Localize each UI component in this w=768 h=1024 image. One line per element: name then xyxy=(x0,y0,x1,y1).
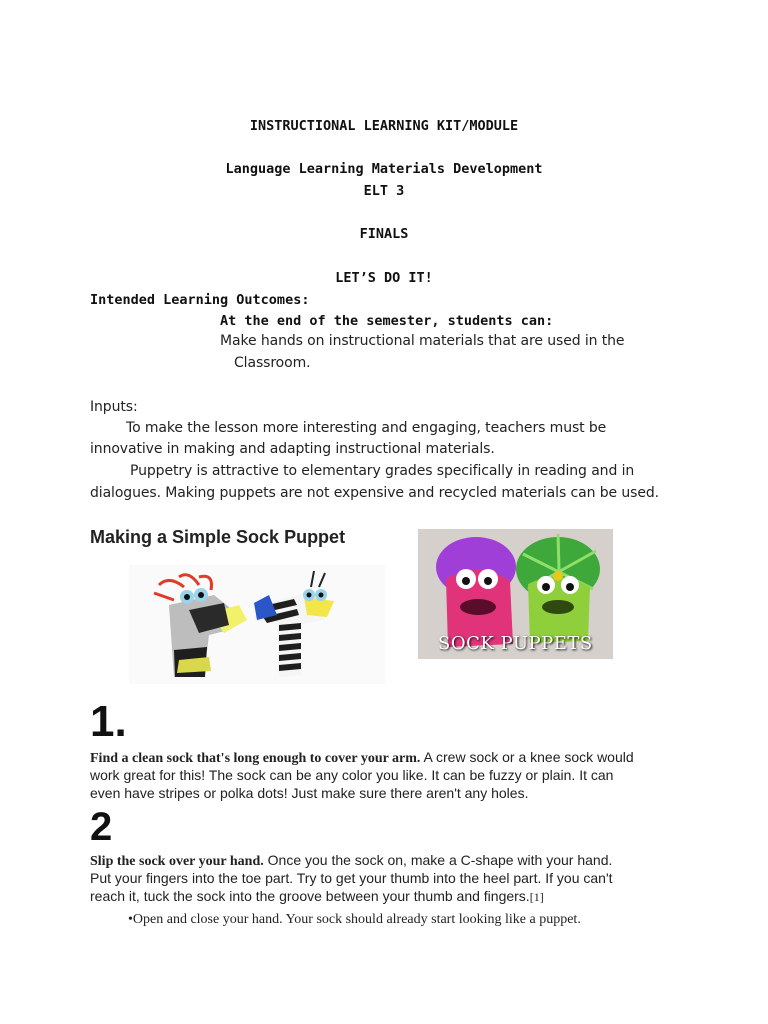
step-2-bullet xyxy=(128,912,581,928)
step-1-line1-rest: A crew sock or a knee sock would xyxy=(420,749,634,765)
citation-link[interactable]: [1] xyxy=(529,890,544,904)
section-title: Making a Simple Sock Puppet xyxy=(90,527,346,547)
step-2-line3 xyxy=(90,888,544,905)
outcomes-heading: Intended Learning Outcomes: xyxy=(90,292,310,308)
inputs-p2-line1: Puppetry is attractive to elementary grades specifically in reading and in xyxy=(130,463,635,479)
outcomes-lead: At the end of the semester, students can: xyxy=(220,313,554,329)
inputs-heading: Inputs: xyxy=(90,399,138,415)
module-title: INSTRUCTIONAL LEARNING KIT/MODULE xyxy=(249,118,519,134)
inputs-p2-line2: dialogues. Making puppets are not expensive and recycled materials can be used. xyxy=(90,485,659,501)
term-label: FINALS xyxy=(359,226,409,242)
sock-puppets-photo xyxy=(129,565,385,684)
bullet-icon: • xyxy=(128,912,133,927)
sock-puppets-banner xyxy=(418,529,613,659)
step-2-line2: Put your fingers into the toe part. Try to get your thumb into the heel part. If you can't xyxy=(90,870,613,886)
photo-caption: SOCK PUPPETS xyxy=(438,633,593,654)
sock-puppets-illustration xyxy=(129,565,385,684)
step-2-line1-rest: Once you the sock on, make a C-shape with your hand. xyxy=(263,852,613,868)
outcome-item-line2: Classroom. xyxy=(234,355,311,371)
step-1-line1 xyxy=(90,749,634,767)
slogan: LET’S DO IT! xyxy=(335,270,433,286)
step-2-line3-text: reach it, tuck the sock into the groove between your thumb and fingers. xyxy=(90,888,530,904)
course-title: Language Learning Materials Development xyxy=(225,161,543,177)
inputs-p1-line1: To make the lesson more interesting and engaging, teachers must be xyxy=(126,420,607,436)
step-2-line1 xyxy=(90,852,612,870)
step-2-bullet-text: Open and close your hand. Your sock should already start looking like a puppet. xyxy=(132,912,581,927)
step-2-number: 2 xyxy=(90,805,113,849)
step-1-bold: Find a clean sock that's long enough to cover your arm. xyxy=(90,751,421,766)
step-1-line2: work great for this! The sock can be any color you like. It can be fuzzy or plain. It can xyxy=(90,767,614,783)
outcome-item-line1: Make hands on instructional materials that are used in the xyxy=(220,333,625,349)
step-1-line3: even have stripes or polka dots! Just make sure there aren't any holes. xyxy=(90,785,529,801)
step-2-bold: Slip the sock over your hand. xyxy=(90,854,264,869)
step-1-number: 1. xyxy=(90,697,127,746)
course-code: ELT 3 xyxy=(363,183,405,199)
inputs-p1-line2: innovative in making and adapting instructional materials. xyxy=(90,441,495,457)
